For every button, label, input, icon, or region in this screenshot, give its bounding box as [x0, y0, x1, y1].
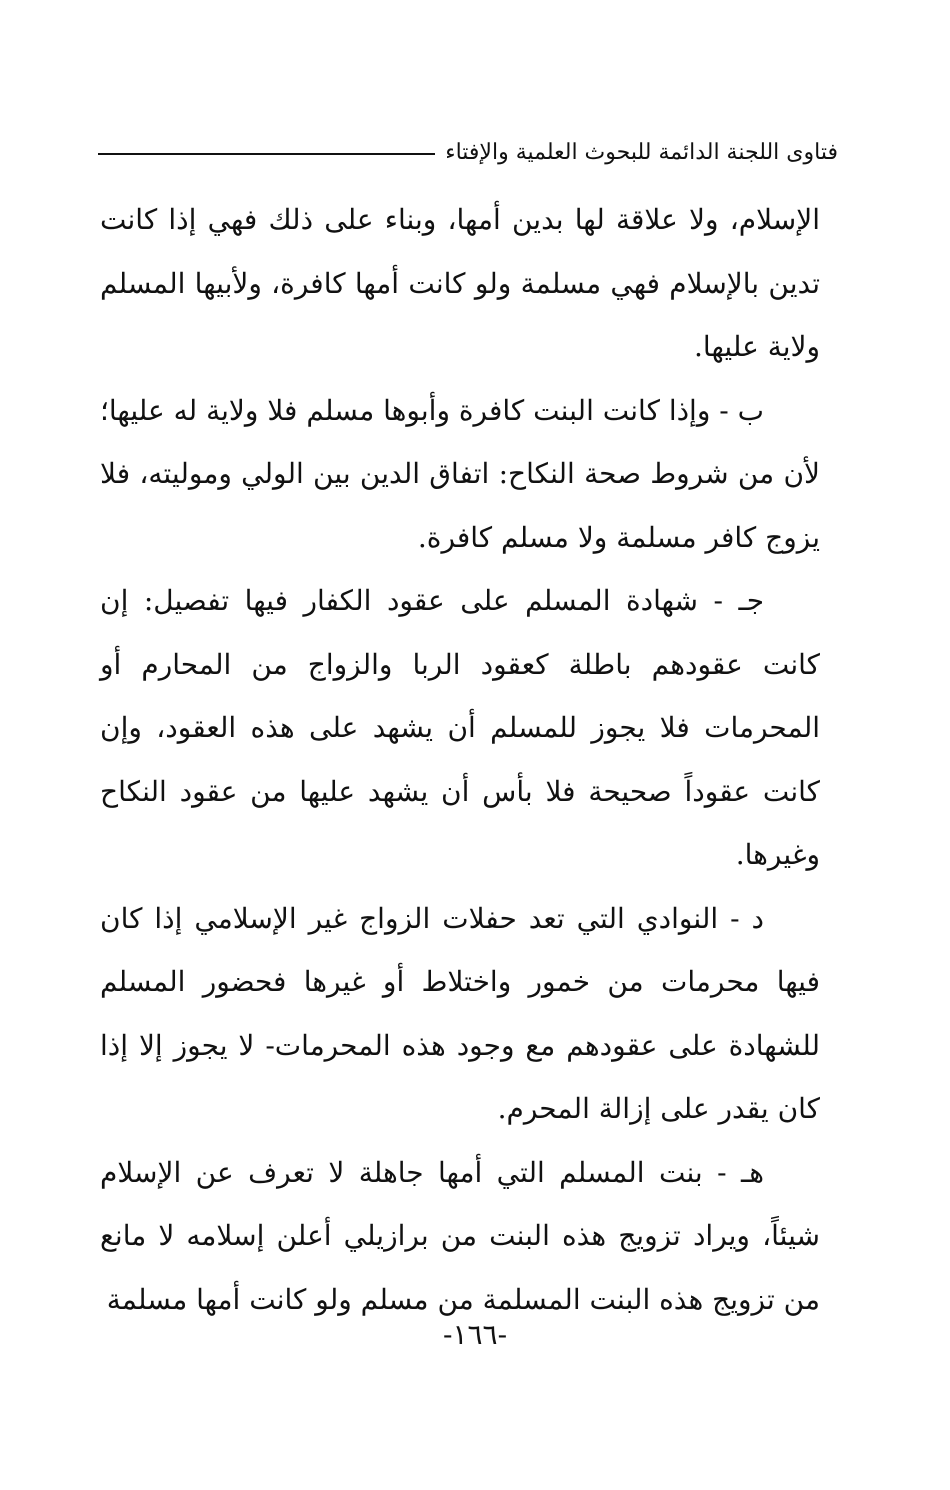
body-text	[100, 188, 820, 1331]
paragraph-continuation: الإسلام، ولا علاقة لها بدين أمها، وبناء على ذلك فهي إذا كانت تدين بالإسلام فهي مسلمة ولو كانت أمها كافرة، ولأبيها المسلم ولاية عليها.	[100, 203, 820, 363]
header-rule	[98, 153, 435, 155]
paragraph-j: جـ - شهادة المسلم على عقود الكفار فيها تفصيل: إن كانت عقودهم باطلة كعقود الربا والزواج من المحارم أو المحرمات فلا يجوز للمسلم أن يشهد على هذه العقود، وإن كانت عقوداً صحيحة فلا بأس أن يشهد عليها من عقود النكاح وغيرها.	[100, 584, 820, 871]
paragraph-h: هـ - بنت المسلم التي أمها جاهلة لا تعرف عن الإسلام شيئاً، ويراد تزويج هذه البنت من برازيلي أعلن إسلامه لا مانع من تزويج هذه البنت المسلمة من مسلم ولو كانت أمها مسلمة	[100, 1155, 820, 1316]
header-title: فتاوى اللجنة الدائمة للبحوث العلمية والإفتاء	[445, 139, 838, 165]
paragraph-b: ب - وإذا كانت البنت كافرة وأبوها مسلم فلا ولاية له عليها؛ لأن من شروط صحة النكاح: اتفاق الدين بين الولي ومولیته، فلا يزوج كافر مسلمة ولا مسلم كافرة.	[100, 393, 820, 554]
paragraph-d: د - النوادي التي تعد حفلات الزواج غير الإسلامي إذا كان فيها محرمات من خمور واختلاط أو غيرها فحضور المسلم للشهادة على عقودهم مع وجود هذه المحرمات- لا يجوز إلا إذا كان يقدر على إزالة المحرم.	[100, 901, 820, 1125]
running-header	[98, 132, 838, 172]
page-number: -١٦٦-	[442, 1318, 508, 1351]
